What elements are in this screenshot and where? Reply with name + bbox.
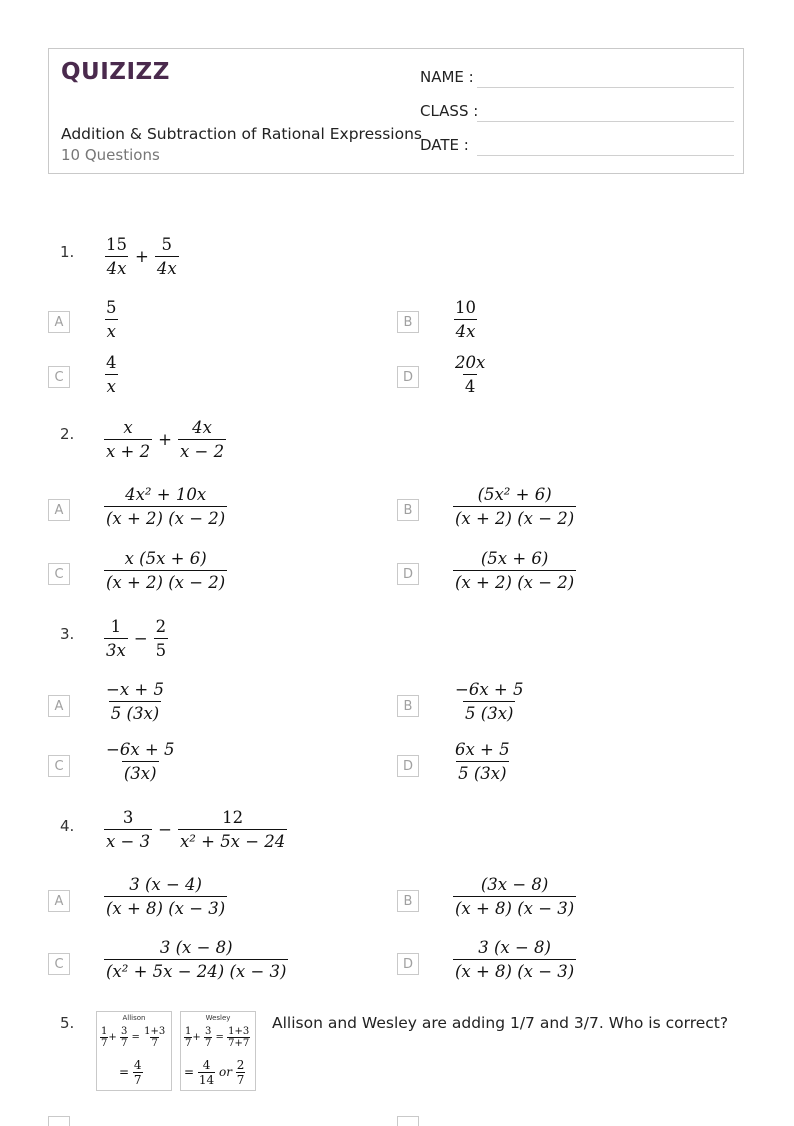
question-number: 3. (60, 625, 75, 643)
choice-b-box[interactable]: B (397, 311, 419, 333)
question-expression: $\frac{x}{x + 2}$ + $\frac{4x}{x - 2}$ (106, 418, 225, 461)
quizizz-logo: QUIZIZZ (61, 59, 170, 85)
wesley-step-1: $\frac{1}{7}$ + $\frac{3}{7}$ = $\frac{1+3}{7+7}$ (185, 1026, 250, 1049)
choice-b: $\frac{(3x - 8)}{(x + 8) (x - 3)}$ (455, 875, 575, 918)
choice-c-box[interactable]: C (48, 563, 70, 585)
date-field (420, 134, 734, 158)
choice-a-box[interactable]: A (48, 695, 70, 717)
choice-c-box[interactable]: C (48, 366, 70, 388)
question-number: 2. (60, 425, 75, 443)
choice-d-box[interactable]: D (397, 563, 419, 585)
choice-b-box[interactable]: B (397, 499, 419, 521)
wesley-name: Wesley (205, 1014, 231, 1022)
choice-b-box[interactable]: B (397, 695, 419, 717)
worksheet-title: Addition & Subtraction of Rational Expressions (61, 125, 422, 143)
choice-b: $\frac{\text{(5x² + 6)}}{(x + 2) (x - 2)}$ (455, 485, 575, 528)
choice-b: $\frac{-6x + 5}{5 (3x)}$ (455, 680, 524, 723)
question-expression: $\frac{15}{4x}$ + $\frac{5}{4x}$ (106, 235, 177, 278)
choice-a-box[interactable]: A (48, 890, 70, 912)
question-expression: $\frac{3}{x - 3}$ − $\frac{12}{\text{x² + 5x − 24}}$ (106, 808, 286, 851)
choice-c: $\frac{4}{x}$ (106, 353, 117, 396)
allison-step-1: $\frac{1}{7}$ + $\frac{3}{7}$ = $\frac{1+3}{7}$ (101, 1026, 166, 1049)
choice-a-box[interactable]: A (48, 499, 70, 521)
name-line[interactable] (477, 87, 734, 88)
allison-name: Allison (122, 1014, 146, 1022)
question-number: 1. (60, 243, 75, 261)
class-label: CLASS : (420, 102, 479, 120)
worksheet-header (48, 48, 744, 174)
choice-a: $\frac{5}{x}$ (106, 298, 117, 341)
name-label: NAME : (420, 68, 474, 86)
allison-work-image (96, 1011, 172, 1091)
date-label: DATE : (420, 136, 469, 154)
choice-c-box[interactable]: C (48, 755, 70, 777)
choice-a: $\frac{\text{4x² + 10x}}{(x + 2) (x - 2)}$ (106, 485, 226, 528)
choice-b-box[interactable]: B (397, 890, 419, 912)
choice-a: $\frac{3 (x - 4)}{(x + 8) (x - 3)}$ (106, 875, 226, 918)
choice-d: $\frac{3 (x - 8)}{(x + 8) (x - 3)}$ (455, 938, 575, 981)
class-field (420, 100, 734, 124)
choice-d-box[interactable]: D (397, 953, 419, 975)
allison-result: = $\frac{4}{7}$ (119, 1058, 142, 1087)
question-number: 5. (60, 1014, 75, 1032)
question-number: 4. (60, 817, 75, 835)
choice-c: $\frac{x (5x + 6)}{(x + 2) (x - 2)}$ (106, 549, 226, 592)
question-expression: $\frac{1}{3x}$ − $\frac{2}{5}$ (106, 617, 167, 660)
wesley-result: = $\frac{4}{14}$ or $\frac{2}{7}$ (184, 1058, 245, 1087)
choice-a-box[interactable]: A (48, 311, 70, 333)
choice-b-box[interactable] (397, 1116, 419, 1126)
choice-c: $\frac{-6x + 5}{(3x)}$ (106, 740, 175, 783)
wesley-work-image (180, 1011, 256, 1091)
choice-a: $\frac{-x + 5}{5 (3x)}$ (106, 680, 164, 723)
date-line[interactable] (477, 155, 734, 156)
choice-d: $\frac{6x + 5}{5 (3x)}$ (455, 740, 510, 783)
question-text: Allison and Wesley are adding 1/7 and 3/7. Who is correct? (272, 1014, 729, 1032)
choice-a-box[interactable] (48, 1116, 70, 1126)
choice-c-box[interactable]: C (48, 953, 70, 975)
choice-c: $\frac{3 (x - 8)}{\text{(x² + 5x − 24) (x − 3)}}$ (106, 938, 287, 981)
choice-d-box[interactable]: D (397, 755, 419, 777)
choice-d: $\frac{20x}{4}$ (455, 353, 486, 396)
choice-b: $\frac{10}{4x}$ (455, 298, 476, 341)
choice-d-box[interactable]: D (397, 366, 419, 388)
name-field (420, 66, 734, 90)
choice-d: $\frac{(5x + 6)}{(x + 2) (x - 2)}$ (455, 549, 575, 592)
class-line[interactable] (477, 121, 734, 122)
question-count: 10 Questions (61, 146, 160, 164)
